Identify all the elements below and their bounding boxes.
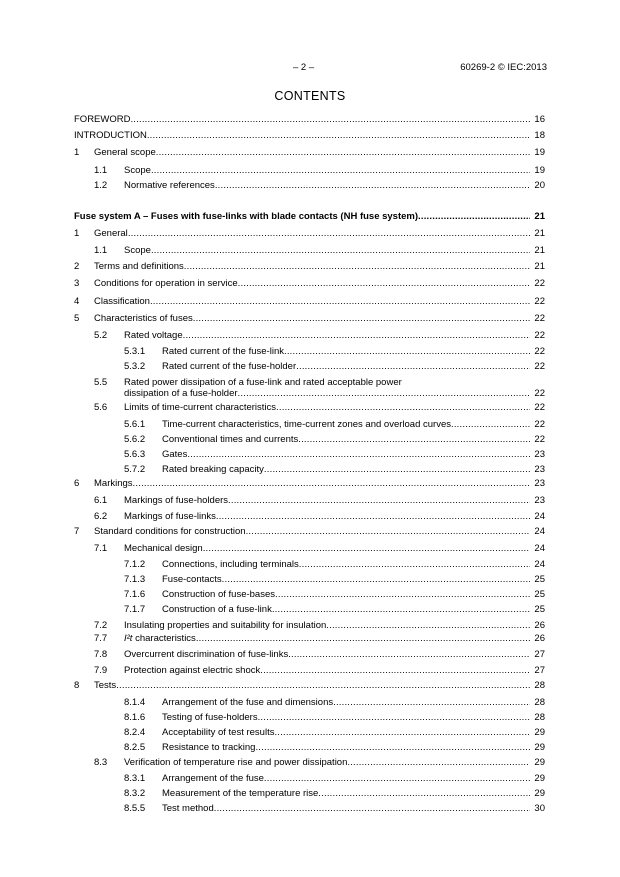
toc-entry-number: 7.9 bbox=[94, 665, 108, 676]
toc-entry-page: 29 bbox=[534, 757, 545, 768]
toc-entry-page: 29 bbox=[534, 742, 545, 753]
toc-entry-title: Time-current characteristics, time-current zones and overload curves ..... bbox=[162, 419, 530, 430]
toc-entry-title: Normative references ..... bbox=[124, 180, 530, 191]
dot-leader bbox=[258, 712, 530, 723]
dot-leader bbox=[151, 165, 530, 176]
dot-leader bbox=[147, 130, 530, 141]
standard-reference: 60269-2 © IEC:2013 bbox=[460, 62, 547, 73]
toc-entry-number: 5.6.2 bbox=[124, 434, 146, 445]
toc-entry-title: Connections, including terminals ..... bbox=[162, 559, 530, 570]
toc-entry-number: 5.6.3 bbox=[124, 449, 146, 460]
toc-entry-page: 22 bbox=[534, 434, 545, 445]
toc-entry-number: 1 bbox=[74, 147, 80, 158]
toc-entry-title bbox=[124, 633, 530, 644]
toc-entry-page: 23 bbox=[534, 449, 545, 460]
toc-entry-title: Rated current of the fuse-holder ..... bbox=[162, 361, 530, 372]
toc-entry-page: 22 bbox=[534, 361, 545, 372]
toc-entry-title-text: characteristics bbox=[132, 633, 196, 644]
toc-entry-number: 6.1 bbox=[94, 495, 108, 506]
toc-entry-title: Rated voltage ..... bbox=[124, 330, 530, 341]
toc-entry-number: 7.8 bbox=[94, 649, 108, 660]
dot-leader bbox=[214, 803, 530, 814]
toc-entry-title: Standard conditions for construction ..... bbox=[94, 526, 530, 537]
dot-leader bbox=[187, 449, 530, 460]
toc-entry-title: Conventional times and currents ..... bbox=[162, 434, 530, 445]
toc-entry-number: 1.1 bbox=[94, 165, 108, 176]
toc-entry-number: 5.3.2 bbox=[124, 361, 146, 372]
toc-entry-number: 5.7.2 bbox=[124, 464, 146, 475]
toc-entry-page: 23 bbox=[534, 464, 545, 475]
toc-entry-number: 5.3.1 bbox=[124, 346, 146, 357]
dot-leader bbox=[333, 697, 530, 708]
toc-entry-page: 16 bbox=[534, 114, 545, 125]
toc-entry-number: 7.1.6 bbox=[124, 589, 146, 600]
dot-leader bbox=[216, 511, 530, 522]
toc-entry-number: 5.5 bbox=[94, 377, 108, 388]
toc-entry-number: 6 bbox=[74, 478, 80, 489]
toc-entry-page: 28 bbox=[534, 697, 545, 708]
toc-entry-title: Tests ..... bbox=[94, 680, 530, 691]
toc-entry-page: 18 bbox=[534, 130, 545, 141]
toc-entry-number: 6.2 bbox=[94, 511, 108, 522]
dot-leader bbox=[156, 147, 530, 158]
dot-leader bbox=[184, 261, 530, 272]
toc-entry-title: Markings of fuse-holders ..... bbox=[124, 495, 530, 506]
dot-leader bbox=[215, 180, 530, 191]
toc-entry-title: Scope ..... bbox=[124, 165, 530, 176]
dot-leader bbox=[238, 388, 530, 399]
dot-leader bbox=[326, 620, 530, 631]
toc-entry-title: Test method ..... bbox=[162, 803, 530, 814]
toc-entry-page: 20 bbox=[534, 180, 545, 191]
toc-entry-number: 8.3 bbox=[94, 757, 108, 768]
toc-entry-number: 3 bbox=[74, 278, 80, 289]
toc-entry-title: Resistance to tracking ..... bbox=[162, 742, 530, 753]
toc-entry-number: 7.1 bbox=[94, 543, 108, 554]
toc-entry-title: Gates ..... bbox=[162, 449, 530, 460]
toc-entry-page: 27 bbox=[534, 665, 545, 676]
dot-leader bbox=[203, 543, 530, 554]
toc-entry-title: Rated current of the fuse-link ..... bbox=[162, 346, 530, 357]
toc-entry-title: Fuse-contacts ..... bbox=[162, 574, 530, 585]
toc-entry-title: Acceptability of test results ..... bbox=[162, 727, 530, 738]
toc-entry-page: 22 bbox=[534, 278, 545, 289]
toc-entry-number: 8.3.2 bbox=[124, 788, 146, 799]
formula-i2t: I²t bbox=[124, 633, 133, 644]
dot-leader bbox=[128, 228, 530, 239]
dot-leader bbox=[260, 665, 530, 676]
toc-entry-page: 19 bbox=[534, 165, 545, 176]
toc-entry-page: 25 bbox=[534, 604, 545, 615]
dot-leader bbox=[183, 330, 530, 341]
toc-entry-page: 21 bbox=[534, 261, 545, 272]
toc-entry-number: 8.1.4 bbox=[124, 697, 146, 708]
dot-leader bbox=[298, 434, 530, 445]
toc-entry-number: 7.1.7 bbox=[124, 604, 146, 615]
toc-entry-title: General scope ..... bbox=[94, 147, 530, 158]
toc-entry-page: 24 bbox=[534, 526, 545, 537]
toc-entry-page: 22 bbox=[534, 313, 545, 324]
toc-entry-title: Rated breaking capacity ..... bbox=[162, 464, 530, 475]
toc-entry-page: 29 bbox=[534, 788, 545, 799]
toc-entry-number: 7.7 bbox=[94, 633, 108, 644]
toc-entry-number: 5.6.1 bbox=[124, 419, 146, 430]
dot-leader bbox=[151, 245, 530, 256]
dot-leader bbox=[238, 278, 530, 289]
toc-entry-number: 7.1.3 bbox=[124, 574, 146, 585]
toc-entry-number: 7 bbox=[74, 526, 80, 537]
toc-entry-title: Construction of fuse-bases ..... bbox=[162, 589, 530, 600]
toc-entry-page: 22 bbox=[534, 419, 545, 430]
toc-entry-title: Characteristics of fuses ..... bbox=[94, 313, 530, 324]
toc-entry-title: Arrangement of the fuse ..... bbox=[162, 773, 530, 784]
toc-entry-number: 8.5.5 bbox=[124, 803, 146, 814]
toc-entry-title: Markings ..... bbox=[94, 478, 530, 489]
dot-leader bbox=[228, 495, 530, 506]
toc-entry-number: 1.1 bbox=[94, 245, 108, 256]
toc-entry-title: Construction of a fuse-link ..... bbox=[162, 604, 530, 615]
toc-entry-page: 22 bbox=[534, 402, 545, 413]
dot-leader bbox=[299, 559, 530, 570]
toc-entry-title: FOREWORD ..... bbox=[74, 114, 530, 125]
toc-entry-title: Insulating properties and suitability for insulation ..... bbox=[124, 620, 530, 631]
dot-leader bbox=[288, 649, 530, 660]
toc-entry-title: Overcurrent discrimination of fuse-links ..... bbox=[124, 649, 530, 660]
dot-leader bbox=[264, 464, 530, 475]
dot-leader bbox=[255, 742, 530, 753]
toc-entry-title: Arrangement of the fuse and dimensions ..... bbox=[162, 697, 530, 708]
toc-entry-title-continued: dissipation of a fuse-holder ..... bbox=[124, 388, 530, 399]
dot-leader bbox=[418, 211, 530, 222]
dot-leader bbox=[264, 773, 530, 784]
toc-entry-title: General ..... bbox=[94, 228, 530, 239]
toc-entry-number: 8.3.1 bbox=[124, 773, 146, 784]
toc-entry-page: 21 bbox=[534, 245, 545, 256]
page-number: – 2 – bbox=[293, 62, 315, 73]
toc-entry-number: 7.1.2 bbox=[124, 559, 146, 570]
toc-entry-title: Testing of fuse-holders ..... bbox=[162, 712, 530, 723]
toc-entry-title: Limits of time-current characteristics ..... bbox=[124, 402, 530, 413]
toc-entry-title: Classification ..... bbox=[94, 296, 530, 307]
toc-entry-page: 23 bbox=[534, 478, 545, 489]
dot-leader bbox=[246, 526, 530, 537]
toc-entry-title: Fuse system A – Fuses with fuse-links with blade contacts (NH fuse system) ..... bbox=[74, 211, 530, 222]
toc-entry-number: 8.2.5 bbox=[124, 742, 146, 753]
dot-leader bbox=[274, 727, 530, 738]
toc-entry-title: Protection against electric shock ..... bbox=[124, 665, 530, 676]
toc-entry-title: Markings of fuse-links ..... bbox=[124, 511, 530, 522]
dot-leader bbox=[318, 788, 530, 799]
toc-entry-title: Scope ..... bbox=[124, 245, 530, 256]
dot-leader bbox=[222, 574, 530, 585]
dot-leader bbox=[276, 402, 530, 413]
toc-entry-page: 26 bbox=[534, 633, 545, 644]
dot-leader bbox=[451, 419, 530, 430]
toc-entry-page: 22 bbox=[534, 346, 545, 357]
toc-entry-page: 30 bbox=[534, 803, 545, 814]
toc-entry-page: 29 bbox=[534, 773, 545, 784]
toc-entry-page: 27 bbox=[534, 649, 545, 660]
toc-entry-title: Measurement of the temperature rise ..... bbox=[162, 788, 530, 799]
dot-leader bbox=[284, 346, 530, 357]
dot-leader bbox=[116, 680, 530, 691]
toc-entry-page: 24 bbox=[534, 559, 545, 570]
toc-entry-page: 19 bbox=[534, 147, 545, 158]
dot-leader bbox=[130, 114, 530, 125]
dot-leader bbox=[133, 478, 530, 489]
toc-entry-title: Rated power dissipation of a fuse-link and rated acceptable power bbox=[124, 377, 402, 388]
page-title: CONTENTS bbox=[274, 89, 346, 103]
toc-entry-page: 22 bbox=[534, 388, 545, 399]
toc-entry-title: INTRODUCTION ..... bbox=[74, 130, 530, 141]
toc-entry-page: 22 bbox=[534, 296, 545, 307]
toc-entry-page: 29 bbox=[534, 727, 545, 738]
toc-entry-title: Verification of temperature rise and power dissipation ..... bbox=[124, 757, 530, 768]
toc-entry-page: 21 bbox=[534, 211, 545, 222]
toc-entry-number: 5.6 bbox=[94, 402, 108, 413]
toc-entry-number: 5.2 bbox=[94, 330, 108, 341]
toc-entry-page: 23 bbox=[534, 495, 545, 506]
dot-leader bbox=[272, 604, 530, 615]
toc-entry-number: 5 bbox=[74, 313, 80, 324]
toc-entry-number: 7.2 bbox=[94, 620, 108, 631]
dot-leader bbox=[347, 757, 530, 768]
toc-entry-title: Conditions for operation in service ..... bbox=[94, 278, 530, 289]
toc-entry-title: Mechanical design ..... bbox=[124, 543, 530, 554]
dot-leader bbox=[275, 589, 530, 600]
toc-entry-page: 22 bbox=[534, 330, 545, 341]
toc-entry-number: 1 bbox=[74, 228, 80, 239]
toc-entry-page: 24 bbox=[534, 511, 545, 522]
toc-entry-page: 25 bbox=[534, 574, 545, 585]
toc-entry-number: 8.2.4 bbox=[124, 727, 146, 738]
toc-entry-number: 4 bbox=[74, 296, 80, 307]
toc-entry-page: 24 bbox=[534, 543, 545, 554]
toc-entry-number: 1.2 bbox=[94, 180, 108, 191]
toc-entry-page: 28 bbox=[534, 680, 545, 691]
toc-entry-page: 25 bbox=[534, 589, 545, 600]
dot-leader bbox=[193, 313, 530, 324]
toc-entry-title: Terms and definitions ..... bbox=[94, 261, 530, 272]
toc-entry-page: 26 bbox=[534, 620, 545, 631]
toc-entry-number: 8 bbox=[74, 680, 80, 691]
toc-entry-page: 28 bbox=[534, 712, 545, 723]
dot-leader bbox=[296, 361, 530, 372]
toc-entry-number: 2 bbox=[74, 261, 80, 272]
toc-entry-page: 21 bbox=[534, 228, 545, 239]
toc-entry-number: 8.1.6 bbox=[124, 712, 146, 723]
dot-leader bbox=[150, 296, 530, 307]
dot-leader bbox=[196, 633, 530, 644]
